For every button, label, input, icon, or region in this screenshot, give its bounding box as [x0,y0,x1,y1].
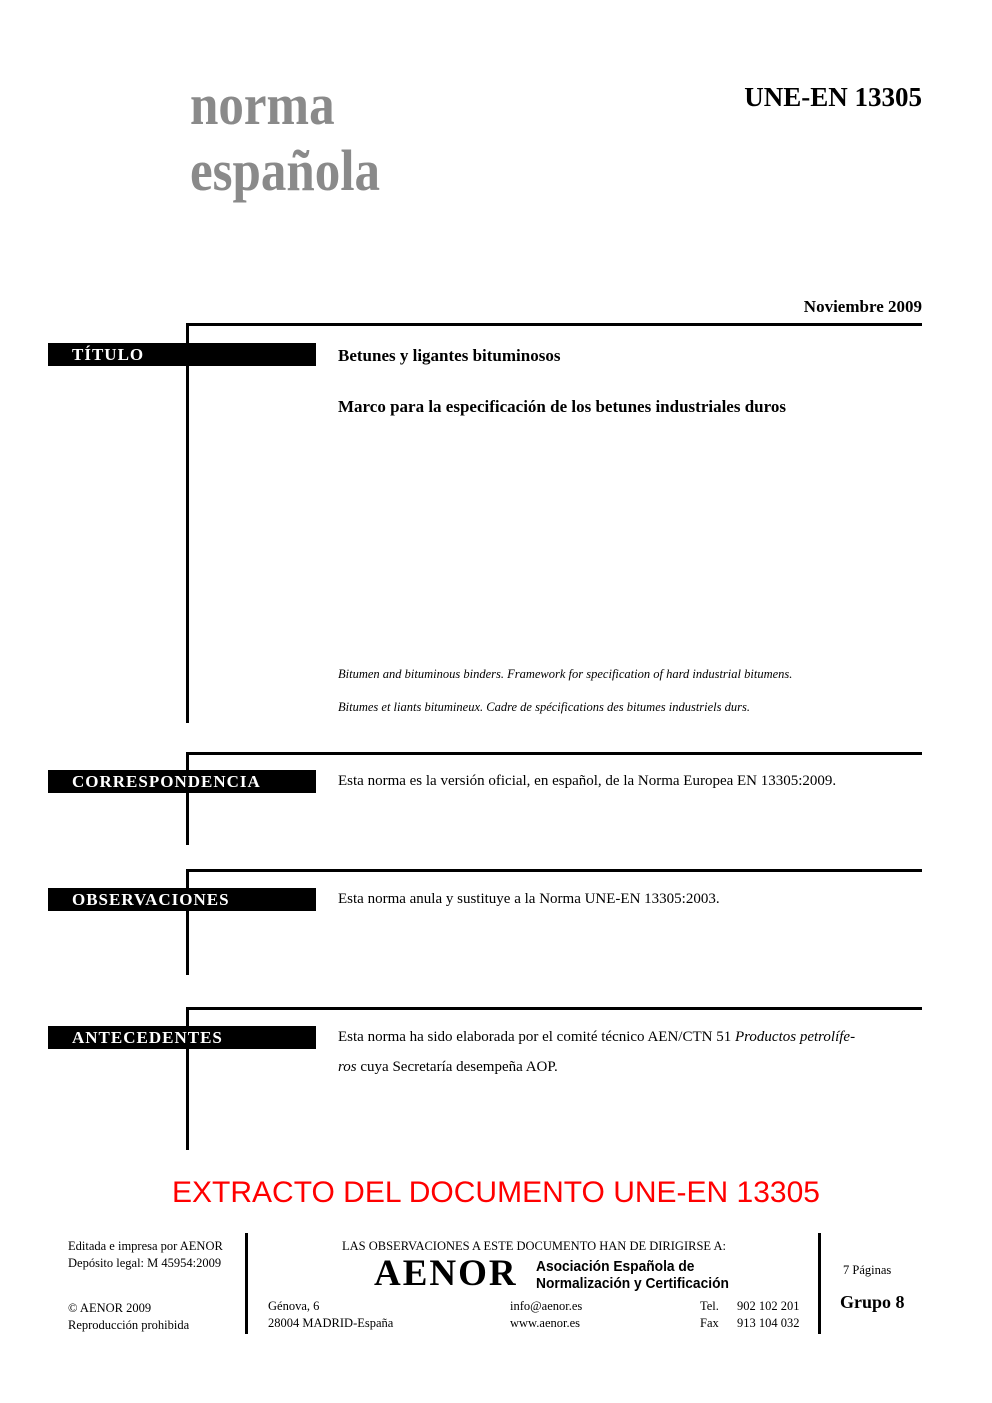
rule-observaciones-top [187,869,922,872]
antecedentes-italic-1: Productos petrolífe- [734,1029,856,1045]
footer-fax-label: Fax [700,1316,719,1330]
aenor-org-line-2: Normalización y Certificación [536,1276,729,1292]
footer-phone-labels [700,1298,719,1332]
footer-page-count: 7 Páginas [843,1263,892,1277]
footer-contact-web [510,1298,582,1332]
footer-website: www.aenor.es [510,1316,581,1330]
observaciones-body: Esta norma anula y sustituye a la Norma UNE-EN 13305:2003. [338,891,720,907]
titulo-label: TÍTULO [72,344,145,364]
footer-copyright-line: © AENOR 2009 [68,1301,152,1315]
correspondencia-label-bar [48,770,316,793]
footer-imprint [68,1238,223,1272]
title-translation-french: Bitumes et liants bitumineux. Cadre de spécifications des bitumes industriels durs. [338,700,750,714]
title-translation-english: Bitumen and bituminous binders. Framework for specification of hard industrial bitumens. [338,667,793,681]
antecedentes-text-2: cuya Secretaría desempeña AOP. [356,1059,558,1075]
antecedentes-label-bar [48,1026,316,1049]
footer-address [268,1298,393,1332]
correspondencia-body: Esta norma es la versión oficial, en español, de la Norma Europea EN 13305:2009. [338,773,837,789]
antecedentes-label: ANTECEDENTES [72,1027,223,1047]
footer-divider-right [818,1233,821,1334]
antecedentes-body [338,1022,930,1082]
document-code: UNE-EN 13305 [744,82,922,112]
rule-correspondencia-top [187,752,922,755]
logo-line-1: norma [190,72,335,137]
footer-address-line-2: 28004 MADRID-España [268,1316,394,1330]
antecedentes-italic-2: ros [338,1059,357,1075]
norma-espanola-logo [190,72,380,204]
rule-titulo-top [187,323,922,326]
rule-antecedentes-top [187,1007,922,1010]
footer-reproduction-line: Reproducción prohibida [68,1318,190,1332]
footer-copyright [68,1300,189,1334]
aenor-org-line-1: Asociación Española de [536,1259,695,1275]
footer-notice: LAS OBSERVACIONES A ESTE DOCUMENTO HAN DE DIRIGIRSE A: [342,1239,726,1253]
footer-tel-value: 902 102 201 [737,1299,800,1313]
title-line-2: Marco para la especificación de los betunes industriales duros [338,397,786,416]
footer-email: info@aenor.es [510,1299,583,1313]
correspondencia-label: CORRESPONDENCIA [72,771,261,791]
footer-address-line-1: Génova, 6 [268,1299,320,1313]
aenor-logo: AENOR [374,1253,518,1294]
publication-date: Noviembre 2009 [803,297,922,316]
titulo-label-bar [48,343,316,366]
footer-imprint-line-2: Depósito legal: M 45954:2009 [68,1256,222,1270]
rule-titulo-vertical [186,323,189,723]
footer-imprint-line-1: Editada e impresa por AENOR [68,1239,223,1253]
footer-phone-values [737,1298,800,1332]
logo-line-2: española [190,138,381,203]
footer-group: Grupo 8 [840,1292,905,1312]
rule-observaciones-vertical [186,869,189,975]
rule-correspondencia-vertical [186,752,189,845]
observaciones-label-bar [48,888,316,911]
footer-tel-label: Tel. [700,1299,719,1313]
aenor-org-name [536,1259,729,1293]
title-line-1: Betunes y ligantes bituminosos [338,346,561,365]
observaciones-label: OBSERVACIONES [72,889,230,909]
footer-fax-value: 913 104 032 [737,1316,800,1330]
antecedentes-text-1: Esta norma ha sido elaborada por el comité técnico AEN/CTN 51 [338,1029,735,1045]
extract-banner: EXTRACTO DEL DOCUMENTO UNE-EN 13305 [172,1176,820,1209]
